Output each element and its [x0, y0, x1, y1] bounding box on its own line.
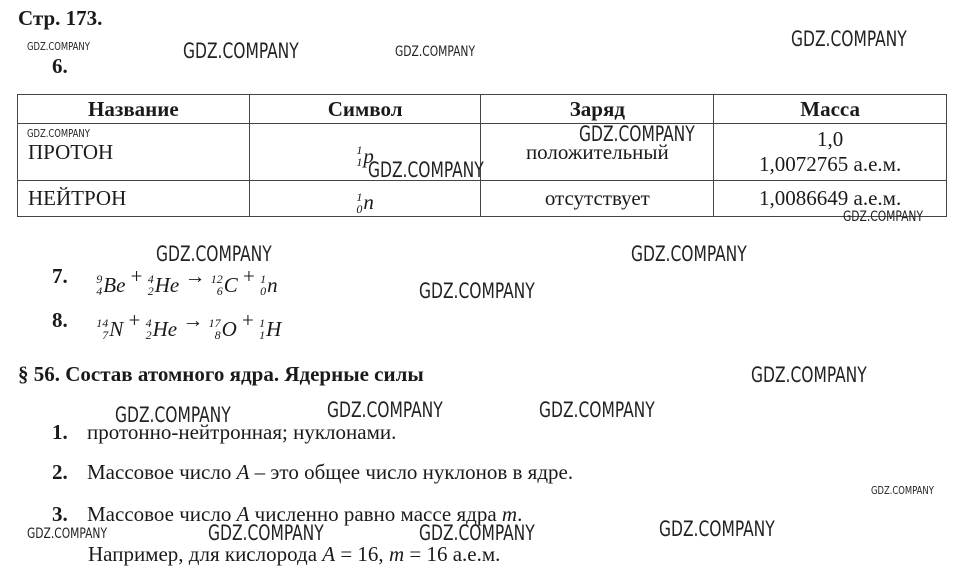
reaction-7: [52, 264, 278, 298]
term: 17 8 O: [208, 316, 237, 342]
answer-number: 1.: [52, 420, 68, 444]
section-title: § 56. Состав атомного ядра. Ядерные силы: [18, 362, 424, 386]
charge-number: 1: [356, 155, 363, 170]
answer-3-example: [88, 542, 500, 567]
charge-text: отсутствует: [544, 186, 650, 210]
term: 9 4 Be: [96, 272, 126, 298]
mass-value: 1,0086649 а.е.м.: [759, 186, 902, 210]
nuclide-indices: [356, 191, 362, 215]
watermark: GDZ.COMPANY: [659, 517, 775, 541]
plus-sign: +: [130, 264, 143, 288]
watermark: GDZ.COMPANY: [791, 27, 907, 51]
arrow-icon: →: [182, 308, 204, 332]
variable: A: [236, 502, 250, 526]
charge-text: положительный: [525, 139, 669, 164]
column-header: Масса: [714, 95, 947, 124]
particle-name: [18, 181, 250, 217]
answer-2: [52, 460, 573, 485]
watermark: GDZ.COMPANY: [27, 127, 90, 140]
watermark: GDZ.COMPANY: [751, 363, 867, 387]
particle-table: [17, 94, 947, 217]
answer-text: .: [517, 502, 523, 526]
watermark: GDZ.COMPANY: [368, 158, 484, 182]
watermark: GDZ.COMPANY: [843, 209, 923, 225]
answer-text: = 16,: [335, 542, 389, 566]
answer-number: 3.: [52, 502, 68, 526]
particle-mass: [714, 124, 947, 181]
watermark: GDZ.COMPANY: [419, 279, 535, 303]
plus-sign: +: [243, 264, 255, 288]
watermark: GDZ.COMPANY: [27, 40, 90, 53]
watermark: GDZ.COMPANY: [327, 398, 443, 422]
charge-number: 0: [356, 201, 363, 216]
task-number: 6.: [52, 54, 68, 78]
particle-symbol: [249, 181, 481, 217]
watermark: GDZ.COMPANY: [183, 39, 299, 63]
symbol-letter: n: [363, 190, 374, 215]
answer-text: – это общее число нуклонов в ядре.: [249, 460, 574, 484]
watermark: GDZ.COMPANY: [539, 398, 655, 422]
watermark: GDZ.COMPANY: [156, 242, 272, 266]
term: 4 2 He: [147, 272, 180, 298]
particle-charge: [481, 181, 714, 217]
watermark: GDZ.COMPANY: [208, 521, 324, 545]
watermark: GDZ.COMPANY: [419, 521, 535, 545]
variable: A: [236, 460, 250, 484]
nuclide-symbol: [356, 190, 374, 215]
table-header-row: [18, 95, 947, 124]
reaction-number: 7.: [52, 264, 68, 288]
reaction-number: 8.: [52, 308, 68, 332]
term: 1 0 n: [260, 272, 278, 298]
answer-text: численно равно массе ядра: [249, 502, 502, 526]
variable: m: [501, 502, 518, 526]
particle-name-text: ПРОТОН: [28, 139, 114, 164]
watermark: GDZ.COMPANY: [395, 44, 475, 60]
watermark: GDZ.COMPANY: [27, 526, 107, 542]
variable: m: [388, 542, 405, 566]
variable: A: [322, 542, 336, 566]
plus-sign: +: [128, 308, 141, 332]
arrow-icon: →: [184, 264, 206, 288]
term: 12 6 C: [210, 272, 238, 298]
symbol-letter: p: [363, 143, 374, 168]
mass-number: 1: [356, 143, 363, 158]
nuclide-indices: [356, 144, 362, 168]
watermark: GDZ.COMPANY: [871, 484, 934, 497]
term: 4 2 He: [145, 316, 178, 342]
watermark: GDZ.COMPANY: [579, 122, 695, 146]
column-header: Символ: [249, 95, 481, 124]
reaction-8: [52, 308, 281, 342]
column-header: Название: [18, 95, 250, 124]
answer-number: 2.: [52, 460, 68, 484]
answer-text: Массовое число: [87, 502, 237, 526]
column-header: Заряд: [481, 95, 714, 124]
answer-text: Например, для кислорода: [88, 542, 323, 566]
plus-sign: +: [242, 308, 254, 332]
mass-number: 1: [356, 189, 363, 204]
term: 1 1 H: [259, 316, 282, 342]
mass-value: 1,0: [817, 127, 844, 151]
mass-value: 1,0072765 а.е.м.: [759, 152, 902, 176]
term: 14 7 N: [96, 316, 124, 342]
table-row: [18, 181, 947, 217]
particle-name-text: НЕЙТРОН: [28, 186, 127, 210]
page-reference: Стр. 173.: [18, 6, 103, 30]
watermark: GDZ.COMPANY: [631, 242, 747, 266]
answer-text: протонно-нейтронная; нуклонами.: [87, 420, 397, 444]
watermark: GDZ.COMPANY: [115, 403, 231, 427]
answer-text: Массовое число: [87, 460, 237, 484]
answer-text: = 16 а.е.м.: [404, 542, 501, 566]
